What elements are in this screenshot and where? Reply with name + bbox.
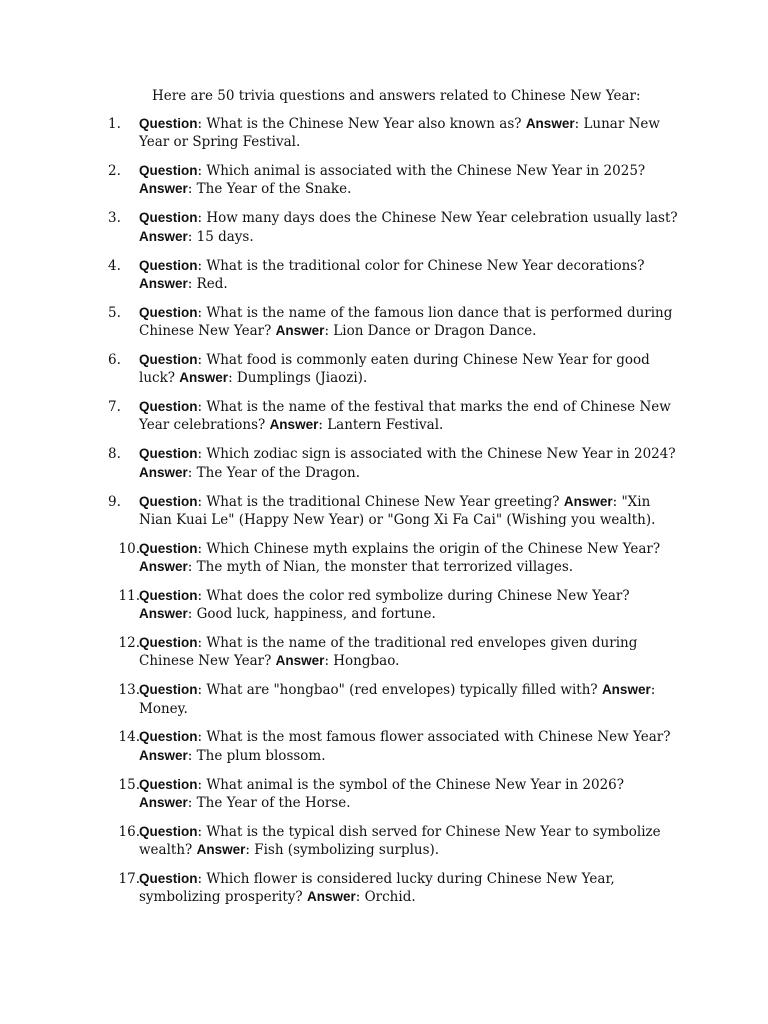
item-number: 3. (108, 210, 121, 227)
answer-text: The Year of the Dragon. (196, 464, 361, 481)
answer-text: Good luck, happiness, and fortune. (196, 606, 436, 623)
answer-label: Answer (139, 558, 188, 574)
list-item: 7. Question: What is the name of the festival that marks the end of Chinese New Year celebrations? Answer: Lantern Festival. (108, 399, 671, 434)
item-number: 7. (108, 399, 121, 416)
list-item: 5. Question: What is the name of the famous lion dance that is performed during Chinese New Year? Answer: Lion Dance or Dragon Dance. (108, 304, 673, 340)
question-text: What animal is the symbol of the Chinese New Year in 2026? (206, 776, 625, 793)
question-label: Question (139, 587, 198, 603)
item-number: 17. (118, 871, 140, 887)
question-text: What is the name of the traditional red envelopes given during Chinese New Year? (139, 635, 638, 670)
list-item: 13. Question: What are "hongbao" (red envelopes) typically filled with? Answer: Money. (0, 681, 679, 718)
answer-label: Answer (601, 682, 651, 698)
question-label: Question (139, 399, 198, 415)
question-text: What is the name of the famous lion dance that is performed during Chinese New Year? (139, 304, 673, 340)
question-label: Question (139, 116, 198, 131)
list-item: 15. Question: What animal is the symbol of the Chinese New Year in 2026? Answer: The Year of the Horse. (0, 776, 679, 813)
answer-label: Answer (139, 228, 188, 244)
question-label: Question (139, 823, 198, 839)
answer-text: The Year of the Snake. (196, 181, 352, 198)
answer-text: Red. (196, 275, 228, 292)
item-number: 5. (108, 304, 121, 321)
answer-text: 15 days. (196, 228, 254, 245)
item-number: 9. (108, 493, 121, 510)
question-text: What food is commonly eaten during Chinese New Year for good luck? (139, 351, 650, 387)
answer-label: Answer (275, 323, 325, 339)
list-item: 8. Question: Which zodiac sign is associated with the Chinese New Year in 2024? Answer: The Year of the Dragon. (108, 446, 676, 481)
answer-text: Money. (139, 700, 188, 717)
answer-label: Answer (196, 842, 246, 858)
intro-text: Here are 50 trivia questions and answers related to Chinese New Year: (152, 88, 641, 104)
list-item: 11. Question: What does the color red symbolize during Chinese New Year? Answer: Good luck, happiness, and fortune. (0, 587, 679, 624)
question-label: Question (139, 446, 198, 462)
answer-text: The plum blossom. (196, 747, 326, 764)
answer-text: Lunar New Year or Spring Festival. (139, 116, 660, 151)
answer-text: Fish (symbolizing surplus). (254, 842, 440, 859)
question-text: What is the name of the festival that marks the end of Chinese New Year celebrations? (139, 399, 671, 434)
list-item: 6. Question: What food is commonly eaten during Chinese New Year for good luck? Answer: Dumplings (Jiaozi). (108, 351, 650, 387)
answer-text: Dumplings (Jiaozi). (236, 370, 368, 387)
question-label: Question (139, 776, 198, 792)
answer-text: The myth of Nian, the monster that terrorized villages. (196, 558, 574, 575)
answer-label: Answer (563, 493, 613, 509)
question-text: What is the most famous flower associated with Chinese New Year? (206, 729, 671, 746)
question-label: Question (139, 163, 198, 179)
answer-label: Answer (269, 417, 319, 433)
item-number: 2. (108, 163, 121, 180)
question-label: Question (139, 682, 198, 698)
item-number: 11. (118, 587, 140, 604)
answer-label: Answer (139, 747, 188, 763)
question-text: How many days does the Chinese New Year celebration usually last? (206, 210, 678, 227)
question-label: Question (139, 493, 198, 509)
list-item: 4. Question: What is the traditional color for Chinese New Year decorations? Answer: Red. (108, 257, 645, 292)
answer-label: Answer (139, 181, 188, 197)
answer-text: Lion Dance or Dragon Dance. (333, 323, 537, 340)
question-text: What does the color red symbolize during Chinese New Year? (206, 587, 630, 604)
list-item: 10. Question: Which Chinese myth explains the origin of the Chinese New Year? Answer: The myth of Nian, the monster that terrorized villages. (0, 540, 679, 577)
question-label: Question (139, 729, 198, 745)
list-item: 2. Question: Which animal is associated with the Chinese New Year in 2025? Answer: The Year of the Snake. (108, 163, 646, 198)
answer-label: Answer (139, 606, 188, 622)
question-label: Question (139, 635, 198, 651)
list-item: 3. Question: How many days does the Chinese New Year celebration usually last? Answer: 15 days. (108, 210, 678, 245)
list-item: 16. Question: What is the typical dish served for Chinese New Year to symbolize wealth? Answer: Fish (symbolizing surplus). (0, 823, 679, 860)
answer-label: Answer (525, 116, 575, 131)
question-label: Question (139, 210, 198, 226)
item-number: 10. (118, 540, 140, 557)
answer-label: Answer (139, 464, 188, 480)
answer-text: "Xin Nian Kuai Le" (Happy New Year) or "Gong Xi Fa Cai" (Wishing you wealth). (139, 493, 656, 528)
item-number: 1. (108, 116, 121, 132)
item-number: 15. (118, 776, 140, 793)
question-text: Which zodiac sign is associated with the Chinese New Year in 2024? (206, 446, 676, 463)
question-text: What is the typical dish served for Chinese New Year to symbolize wealth? (139, 823, 661, 859)
answer-label: Answer (306, 889, 356, 905)
question-text: Which Chinese myth explains the origin of the Chinese New Year? (206, 540, 661, 557)
question-label: Question (139, 257, 198, 273)
answer-label: Answer (275, 653, 325, 669)
item-number: 13. (118, 682, 140, 699)
list-item: 9. Question: What is the traditional Chinese New Year greeting? Answer: "Xin Nian Kuai Le" (Happy New Year) or "Gong Xi Fa Cai" (Wishing you wealth). (108, 493, 656, 528)
question-text: What is the traditional Chinese New Year greeting? (206, 493, 560, 510)
question-label: Question (139, 871, 198, 886)
answer-label: Answer (179, 370, 229, 386)
list-item: 12. Question: What is the name of the traditional red envelopes given during Chinese New Year? Answer: Hongbao. (0, 634, 679, 671)
question-text: What is the traditional color for Chinese New Year decorations? (206, 257, 645, 274)
answer-text: Orchid. (364, 889, 416, 906)
list-item: 14. Question: What is the most famous flower associated with Chinese New Year? Answer: The plum blossom. (0, 728, 679, 765)
question-text: Which flower is considered lucky during Chinese New Year, symbolizing prosperity? (139, 871, 615, 906)
question-label: Question (139, 304, 198, 320)
answer-text: Hongbao. (333, 653, 400, 670)
item-number: 6. (108, 351, 121, 368)
item-number: 16. (118, 823, 140, 840)
question-text: What is the Chinese New Year also known as? (206, 116, 522, 132)
question-label: Question (139, 351, 198, 367)
item-number: 14. (118, 729, 140, 746)
item-number: 8. (108, 446, 121, 463)
answer-label: Answer (139, 275, 188, 291)
trivia-list (0, 115, 768, 917)
answer-text: The Year of the Horse. (196, 794, 351, 811)
question-text: Which animal is associated with the Chinese New Year in 2025? (206, 163, 646, 180)
answer-text: Lantern Festival. (327, 417, 444, 434)
item-number: 4. (108, 257, 121, 274)
question-text: What are "hongbao" (red envelopes) typically filled with? (206, 682, 598, 699)
item-number: 12. (118, 635, 140, 652)
answer-label: Answer (139, 794, 188, 810)
question-label: Question (139, 540, 198, 556)
list-item: 17. Question: Which flower is considered lucky during Chinese New Year, symbolizing prosperity? Answer: Orchid. (0, 870, 679, 907)
list-item: 1. Question: What is the Chinese New Year also known as? Answer: Lunar New Year or Spring Festival. (108, 116, 660, 151)
